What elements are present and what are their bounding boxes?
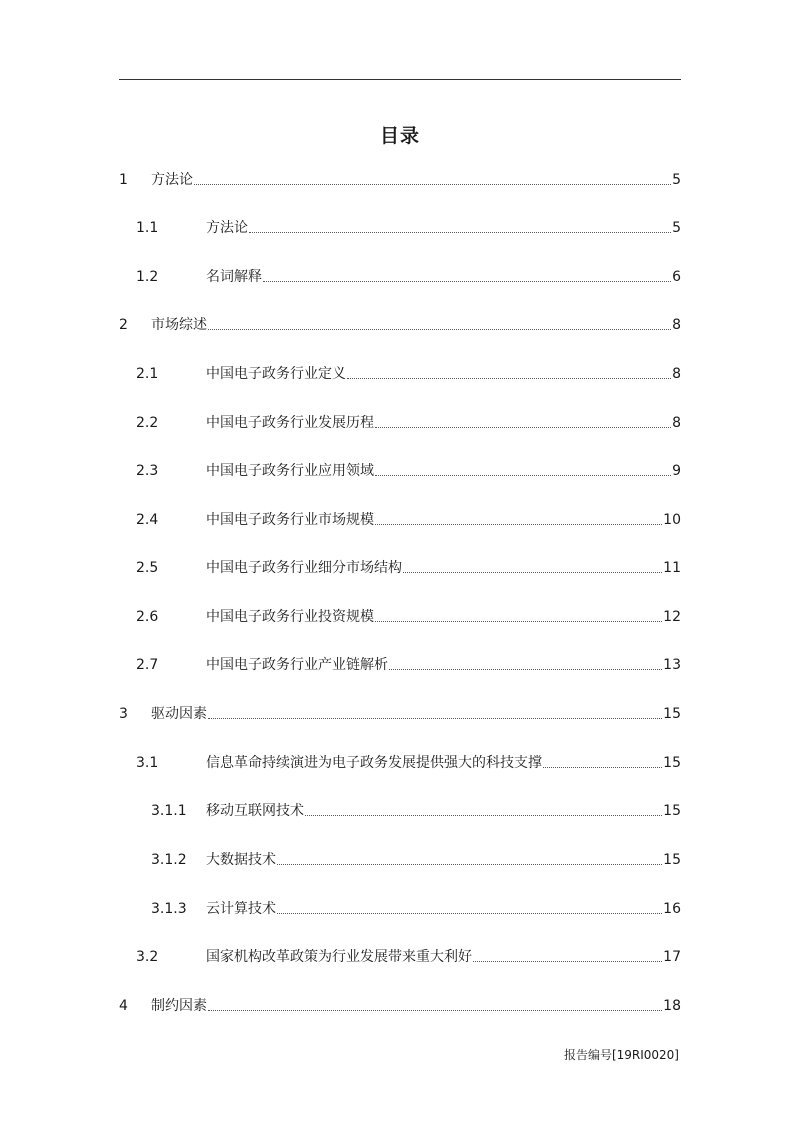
toc-entry-number: 3.1 <box>136 755 159 771</box>
toc-entry[interactable] <box>119 555 681 577</box>
toc-entry[interactable] <box>119 312 681 334</box>
toc-entry[interactable] <box>119 458 681 480</box>
toc-entry-number: 2.2 <box>136 415 159 431</box>
toc-entry[interactable] <box>119 604 681 626</box>
toc-entry-page: 5 <box>672 220 681 236</box>
toc-entry-label: 市场综述 <box>151 317 207 333</box>
report-code: 报告编号[19RI0020] <box>563 1048 679 1062</box>
toc-entry-label: 中国电子政务行业产业链解析 <box>206 657 388 673</box>
toc-entry[interactable] <box>119 750 681 772</box>
toc-entry-label: 大数据技术 <box>206 852 276 868</box>
toc-entry-page: 10 <box>663 512 681 528</box>
toc-entry-page: 15 <box>663 803 681 819</box>
toc-entry-page: 8 <box>672 366 681 382</box>
toc-entry[interactable] <box>119 361 681 383</box>
toc-entry-page: 9 <box>672 463 681 479</box>
toc-entry[interactable] <box>119 507 681 529</box>
toc-entry-number: 3.1.1 <box>151 803 187 819</box>
toc-entry-number: 1.2 <box>136 269 159 285</box>
toc-entry-number: 2.3 <box>136 463 159 479</box>
toc-entry-label: 中国电子政务行业细分市场结构 <box>206 560 402 576</box>
toc-entry-number: 3 <box>119 706 128 722</box>
dot-leader <box>208 1010 662 1011</box>
dot-leader <box>305 815 662 816</box>
dot-leader <box>263 281 671 282</box>
toc-entry-label: 方法论 <box>206 220 248 236</box>
toc-title: 目录 <box>379 125 420 147</box>
toc-entry[interactable] <box>119 944 681 966</box>
dot-leader <box>249 232 671 233</box>
toc-entry[interactable] <box>119 264 681 286</box>
dot-leader <box>194 184 671 185</box>
toc-entry-page: 8 <box>672 317 681 333</box>
toc-entry-label: 名词解释 <box>206 269 262 285</box>
dot-leader <box>543 767 662 768</box>
toc-entry-label: 国家机构改革政策为行业发展带来重大利好 <box>206 949 472 965</box>
toc-entry-number: 2.6 <box>136 609 159 625</box>
toc-entry-number: 3.2 <box>136 949 159 965</box>
toc-entry-page: 11 <box>663 560 681 576</box>
toc-entry[interactable] <box>119 896 681 918</box>
toc-entry-page: 15 <box>663 706 681 722</box>
toc-entry-page: 17 <box>663 949 681 965</box>
toc-entry-label: 中国电子政务行业发展历程 <box>206 415 374 431</box>
header-rule <box>119 79 681 80</box>
toc-entry-label: 方法论 <box>151 172 193 188</box>
toc-entry[interactable] <box>119 847 681 869</box>
dot-leader <box>375 524 662 525</box>
dot-leader <box>208 718 662 719</box>
toc-entry-page: 13 <box>663 657 681 673</box>
toc-entry-label: 中国电子政务行业应用领域 <box>206 463 374 479</box>
toc-entry-number: 2.7 <box>136 657 159 673</box>
toc-entry-number: 2.1 <box>136 366 159 382</box>
dot-leader <box>403 572 662 573</box>
toc-entry-label: 制约因素 <box>151 998 207 1014</box>
toc-entry-page: 15 <box>663 755 681 771</box>
toc-entry-number: 3.1.2 <box>151 852 187 868</box>
toc-entry-page: 12 <box>663 609 681 625</box>
toc-entry-page: 18 <box>663 998 681 1014</box>
toc-entry-number: 2 <box>119 317 128 333</box>
toc-entry-label: 移动互联网技术 <box>206 803 304 819</box>
toc-entry-label: 中国电子政务行业投资规模 <box>206 609 374 625</box>
toc-entry[interactable] <box>119 410 681 432</box>
toc-entry-number: 1.1 <box>136 220 159 236</box>
dot-leader <box>375 427 671 428</box>
toc-entry-number: 1 <box>119 172 128 188</box>
dot-leader <box>347 378 671 379</box>
dot-leader <box>375 621 662 622</box>
toc-entry-page: 6 <box>672 269 681 285</box>
toc-entry[interactable] <box>119 798 681 820</box>
toc-entry-page: 15 <box>663 852 681 868</box>
toc-entry[interactable] <box>119 652 681 674</box>
toc-entry-label: 驱动因素 <box>151 706 207 722</box>
toc-entry-number: 4 <box>119 998 128 1014</box>
toc-entry-number: 2.4 <box>136 512 159 528</box>
dot-leader <box>375 475 671 476</box>
toc-entry[interactable] <box>119 993 681 1015</box>
toc-entry[interactable] <box>119 167 681 189</box>
toc-entry-page: 16 <box>663 901 681 917</box>
toc-entry-number: 2.5 <box>136 560 159 576</box>
toc-entry-page: 8 <box>672 415 681 431</box>
toc-entry-label: 信息革命持续演进为电子政务发展提供强大的科技支撑 <box>206 755 542 771</box>
dot-leader <box>389 669 662 670</box>
toc-entry-label: 中国电子政务行业定义 <box>206 366 346 382</box>
dot-leader <box>473 961 662 962</box>
toc-entry[interactable] <box>119 215 681 237</box>
toc-entry-number: 3.1.3 <box>151 901 187 917</box>
dot-leader <box>277 913 662 914</box>
dot-leader <box>277 864 662 865</box>
toc-entry-label: 云计算技术 <box>206 901 276 917</box>
dot-leader <box>208 329 671 330</box>
toc-entry-label: 中国电子政务行业市场规模 <box>206 512 374 528</box>
toc-entry-page: 5 <box>672 172 681 188</box>
toc-entry[interactable] <box>119 701 681 723</box>
